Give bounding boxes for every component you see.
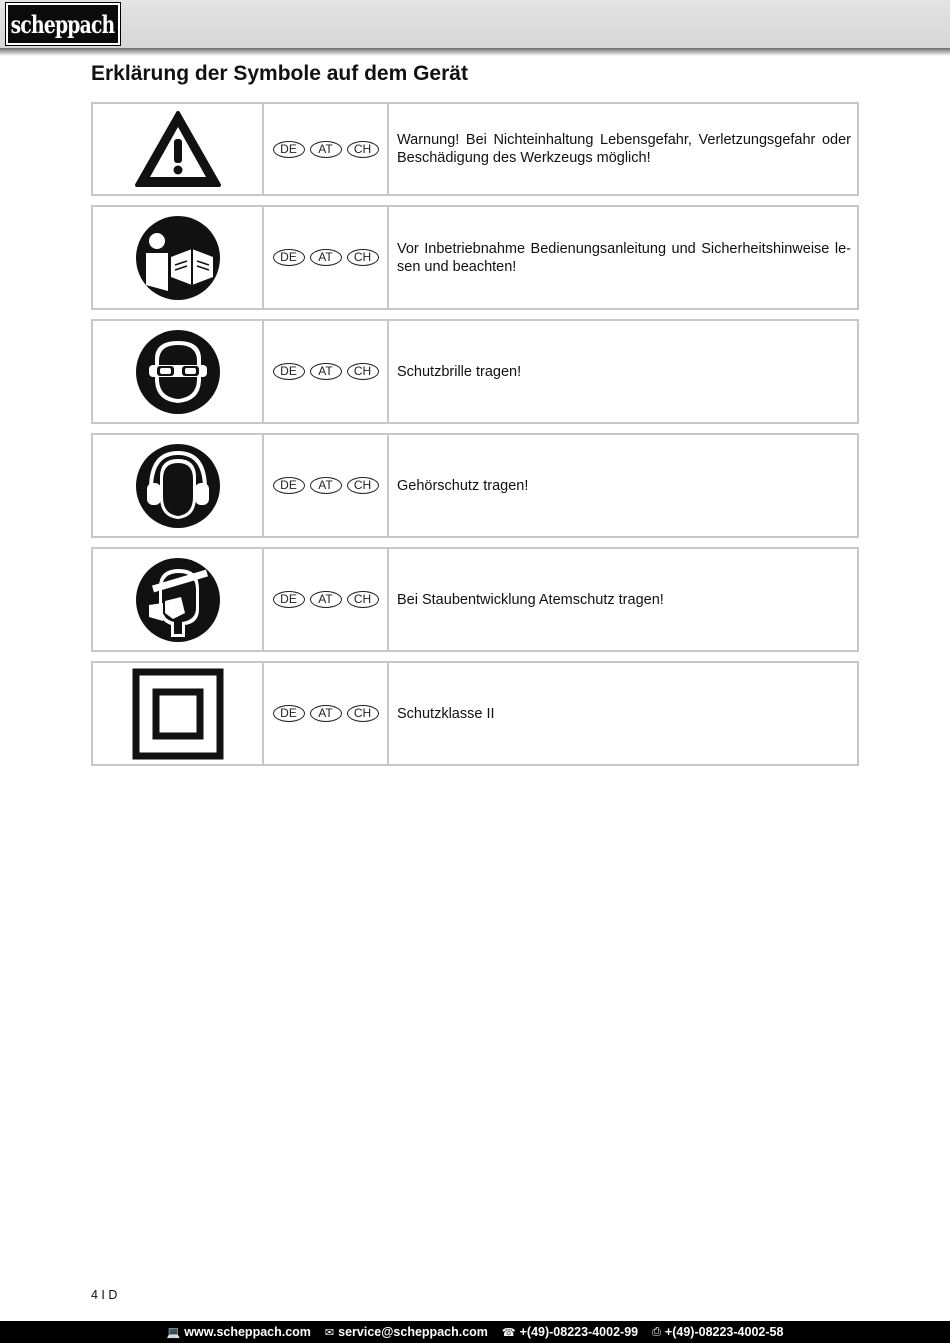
description-text: Warnung! Bei Nichteinhaltung Lebensgefahr, Verletzungsgefahr oder Beschädigung des Werkzeugs möglich! — [397, 132, 851, 166]
safety-goggles-icon — [135, 329, 221, 415]
symbol-row-goggles — [91, 319, 859, 424]
country-codes — [264, 207, 389, 308]
footer-phone — [502, 1325, 638, 1339]
page-number: 4 I D — [91, 1288, 118, 1302]
footer-email[interactable] — [325, 1325, 488, 1339]
footer-fax-text: +(49)-08223-4002-58 — [664, 1325, 784, 1339]
country-code-de: DE — [273, 591, 305, 608]
symbol-row-warning — [91, 102, 859, 196]
warning-triangle-icon — [133, 109, 223, 189]
description-text: Schutzbrille tragen! — [397, 363, 522, 380]
country-code-de: DE — [273, 249, 305, 266]
country-code-at: AT — [310, 141, 342, 158]
country-code-ch: CH — [347, 141, 379, 158]
symbol-row-ear-protection — [91, 433, 859, 538]
symbol-description — [389, 104, 857, 194]
scheppach-logo — [6, 3, 120, 45]
symbol-cell — [93, 435, 264, 536]
footer-phone-text: +(49)-08223-4002-99 — [519, 1325, 639, 1339]
footer-bar — [0, 1321, 950, 1343]
description-text: Bei Staubentwicklung Atemschutz tragen! — [397, 591, 664, 608]
description-text: Vor Inbetriebnahme Bedienungsanleitung und Sicherheitshinweise le-sen und beachten! — [397, 240, 851, 275]
symbol-description — [389, 435, 857, 536]
country-code-ch: CH — [347, 591, 379, 608]
computer-icon: 💻 — [166, 1326, 181, 1339]
country-code-at: AT — [310, 591, 342, 608]
country-code-de: DE — [273, 141, 305, 158]
country-code-de: DE — [273, 705, 305, 722]
country-code-ch: CH — [347, 477, 379, 494]
description-text: Gehörschutz tragen! — [397, 477, 529, 494]
country-codes — [264, 321, 389, 422]
phone-icon: ☎ — [501, 1326, 516, 1339]
logo-text: scheppach — [11, 9, 115, 39]
symbol-row-read-manual — [91, 205, 859, 310]
country-code-ch: CH — [347, 363, 379, 380]
respirator-icon — [135, 557, 221, 643]
country-code-at: AT — [310, 705, 342, 722]
protection-class-ii-icon — [132, 668, 224, 760]
country-codes — [264, 549, 389, 650]
country-code-at: AT — [310, 477, 342, 494]
footer-email-text: service@scheppach.com — [338, 1325, 488, 1339]
mail-icon: ✉ — [324, 1326, 335, 1339]
country-codes — [264, 435, 389, 536]
symbol-description — [389, 207, 857, 308]
header-bar — [0, 0, 950, 48]
country-code-at: AT — [310, 363, 342, 380]
country-code-at: AT — [310, 249, 342, 266]
footer-fax — [652, 1325, 783, 1339]
page-title: Erklärung der Symbole auf dem Gerät — [91, 62, 468, 85]
country-code-de: DE — [273, 477, 305, 494]
description-text: Schutzklasse II — [397, 705, 495, 722]
read-manual-icon — [135, 215, 221, 301]
header-shadow — [0, 48, 950, 56]
symbol-description — [389, 321, 857, 422]
symbol-description — [389, 549, 857, 650]
symbol-cell — [93, 104, 264, 194]
country-code-de: DE — [273, 363, 305, 380]
symbol-cell — [93, 321, 264, 422]
footer-website[interactable] — [167, 1325, 311, 1339]
country-codes — [264, 663, 389, 764]
ear-protection-icon — [135, 443, 221, 529]
symbol-row-protection-class — [91, 661, 859, 766]
symbol-row-respirator — [91, 547, 859, 652]
footer-website-text: www.scheppach.com — [184, 1325, 311, 1339]
fax-icon: ⎙ — [652, 1325, 661, 1338]
country-codes — [264, 104, 389, 194]
symbol-cell — [93, 663, 264, 764]
country-code-ch: CH — [347, 249, 379, 266]
symbol-description — [389, 663, 857, 764]
country-code-ch: CH — [347, 705, 379, 722]
symbol-cell — [93, 549, 264, 650]
symbol-cell — [93, 207, 264, 308]
